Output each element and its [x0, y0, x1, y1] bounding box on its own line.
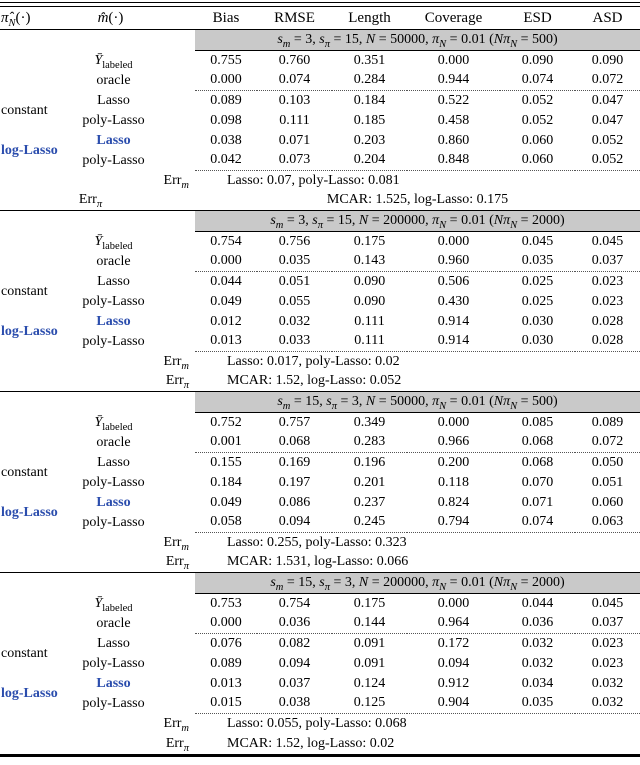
metric-value: 0.000: [210, 72, 242, 88]
metric-value: 0.025: [521, 293, 554, 309]
table-row: [0, 694, 640, 714]
table-row: [0, 594, 640, 614]
row-label: $Ȳ_{labeled}$: [94, 414, 133, 433]
metric-value: 0.028: [591, 333, 624, 349]
spacer-cell: [0, 51, 62, 71]
row-label: Lasso: [96, 313, 131, 329]
group-label: log-Lasso: [1, 323, 58, 339]
table-row: [0, 674, 640, 694]
spacer-cell: [0, 433, 62, 453]
results-table: [0, 7, 640, 754]
metric-value: 0.012: [210, 313, 242, 329]
group-label: log-Lasso: [1, 685, 58, 701]
metric-value: 0.051: [257, 272, 332, 292]
table-row: [0, 272, 640, 292]
section-band-row: [0, 211, 640, 232]
metric-value: 0.000: [437, 414, 470, 430]
metric-value: 0.237: [353, 494, 386, 510]
table-row: [0, 91, 640, 111]
row-label: oracle: [96, 615, 131, 631]
metric-value: 0.037: [591, 615, 624, 631]
metric-value: 0.430: [437, 293, 470, 309]
metric-value: 0.175: [353, 233, 386, 249]
metric-value: 0.118: [438, 474, 469, 490]
group-label: constant: [1, 283, 48, 299]
metric-value: 0.506: [407, 272, 500, 292]
metric-value: 0.094: [437, 655, 470, 671]
row-label: poly-Lasso: [82, 655, 145, 671]
table-row: [0, 131, 640, 151]
metric-value: 0.757: [278, 414, 311, 430]
band-left-spacer: [0, 392, 195, 413]
metric-value: 0.072: [591, 434, 624, 450]
section-header: $s_m = 3$, $s_\pi = 15$, N = 50000, $\pi_N = 0.01$ $(N\pi_N = 500)$: [195, 30, 640, 51]
metric-value: 0.072: [591, 72, 624, 88]
err-label: Err$_\pi$: [165, 735, 189, 754]
table-row: [0, 151, 640, 171]
err-pi-row: [0, 191, 640, 211]
table-row: [0, 252, 640, 272]
metric-value: 0.091: [353, 655, 386, 671]
row-label: Lasso: [96, 675, 131, 691]
metric-value: 0.032: [278, 313, 311, 329]
err-value: Lasso: 0.07, poly-Lasso: 0.081: [195, 171, 640, 191]
metric-value: 0.052: [591, 152, 624, 168]
results-tbody: [0, 30, 640, 754]
row-label: poly-Lasso: [82, 333, 145, 349]
metric-value: 0.052: [500, 91, 575, 111]
metric-value: 0.091: [332, 634, 407, 654]
metric-value: 0.185: [353, 112, 386, 128]
metric-value: 0.068: [500, 453, 575, 473]
metric-value: 0.089: [591, 414, 624, 430]
spacer-cell: [0, 232, 62, 252]
err-label: Err$_\pi$: [165, 373, 189, 392]
column-header-pi-hat: $\pî_N(\cdot)$: [1, 9, 31, 29]
metric-value: 0.172: [407, 634, 500, 654]
metric-value: 0.042: [210, 152, 242, 168]
metric-value: 0.015: [210, 695, 242, 711]
metric-value: 0.001: [210, 434, 242, 450]
column-header-rmse: RMSE: [274, 9, 315, 26]
err-label: Err$_m$: [163, 172, 189, 191]
group-label: log-Lasso: [1, 142, 58, 158]
metric-value: 0.023: [591, 655, 624, 671]
metric-value: 0.068: [521, 434, 554, 450]
section-header: $s_m = 15$, $s_\pi = 3$, N = 200000, $\pi_N = 0.01$ $(N\pi_N = 2000)$: [195, 573, 640, 594]
table-row: [0, 413, 640, 433]
metric-value: 0.035: [521, 695, 554, 711]
metric-value: 0.752: [210, 414, 242, 430]
err-label: Err$_\pi$: [78, 192, 103, 211]
metric-value: 0.111: [279, 112, 310, 128]
table-row: [0, 111, 640, 131]
metric-value: 0.030: [521, 333, 554, 349]
table-row: [0, 232, 640, 252]
metric-value: 0.824: [437, 494, 470, 510]
metric-value: 0.522: [407, 91, 500, 111]
err-value: MCAR: 1.52, log-Lasso: 0.052: [227, 373, 402, 389]
metric-value: 0.000: [437, 595, 470, 611]
metric-value: 0.082: [257, 634, 332, 654]
row-label: Lasso: [97, 635, 130, 651]
row-label: poly-Lasso: [82, 514, 145, 530]
table-row: [0, 473, 640, 493]
metric-value: 0.090: [353, 293, 386, 309]
metric-value: 0.049: [210, 293, 242, 309]
metric-value: 0.349: [353, 414, 386, 430]
metric-value: 0.125: [353, 695, 386, 711]
err-value: MCAR: 1.525, log-Lasso: 0.175: [326, 192, 509, 208]
metric-value: 0.966: [437, 434, 470, 450]
metric-value: 0.034: [521, 675, 554, 691]
metric-value: 0.073: [278, 152, 311, 168]
err-value: Lasso: 0.055, poly-Lasso: 0.068: [195, 714, 640, 734]
metric-value: 0.023: [575, 634, 640, 654]
metric-value: 0.074: [521, 72, 554, 88]
metric-value: 0.023: [591, 293, 624, 309]
table-row: [0, 51, 640, 71]
metric-value: 0.036: [521, 615, 554, 631]
band-left-spacer: [0, 30, 195, 51]
metric-value: 0.074: [521, 514, 554, 530]
err-value: Lasso: 0.255, poly-Lasso: 0.323: [195, 533, 640, 553]
metric-value: 0.037: [591, 253, 624, 269]
metric-value: 0.044: [521, 595, 554, 611]
row-label: poly-Lasso: [82, 474, 145, 490]
metric-value: 0.032: [591, 695, 624, 711]
metric-value: 0.068: [278, 434, 311, 450]
metric-value: 0.032: [521, 655, 554, 671]
group-label: log-Lasso: [1, 504, 58, 520]
metric-value: 0.756: [278, 233, 311, 249]
metric-value: 0.049: [210, 494, 242, 510]
metric-value: 0.184: [332, 91, 407, 111]
metric-value: 0.071: [521, 494, 554, 510]
metric-value: 0.914: [437, 333, 470, 349]
metric-value: 0.045: [521, 233, 554, 249]
metric-value: 0.103: [257, 91, 332, 111]
metric-value: 0.000: [210, 615, 242, 631]
section-header: $s_m = 3$, $s_\pi = 15$, N = 200000, $\pi_N = 0.01$ $(N\pi_N = 2000)$: [195, 211, 640, 232]
table-bottom-rule: [0, 754, 640, 757]
metric-value: 0.245: [353, 514, 386, 530]
metric-value: 0.124: [353, 675, 386, 691]
metric-value: 0.060: [521, 132, 554, 148]
section-header: $s_m = 15$, $s_\pi = 3$, N = 50000, $\pi_N = 0.01$ $(N\pi_N = 500)$: [195, 392, 640, 413]
metric-value: 0.070: [521, 474, 554, 490]
table-row: [0, 513, 640, 533]
row-label: Lasso: [97, 273, 130, 289]
metric-value: 0.196: [332, 453, 407, 473]
err-label: Err$_\pi$: [165, 554, 189, 573]
metric-value: 0.184: [210, 474, 242, 490]
group-label: constant: [1, 102, 48, 118]
column-header-length: Length: [348, 9, 391, 26]
metric-value: 0.035: [278, 253, 311, 269]
err-value: Lasso: 0.017, poly-Lasso: 0.02: [195, 352, 640, 372]
metric-value: 0.111: [354, 333, 385, 349]
metric-value: 0.144: [353, 615, 386, 631]
metric-value: 0.175: [353, 595, 386, 611]
metric-value: 0.000: [437, 52, 470, 68]
band-left-spacer: [0, 211, 195, 232]
metric-value: 0.045: [591, 233, 624, 249]
metric-value: 0.094: [278, 655, 311, 671]
metric-value: 0.047: [575, 91, 640, 111]
metric-value: 0.944: [437, 72, 470, 88]
metric-value: 0.063: [591, 514, 624, 530]
metric-value: 0.204: [353, 152, 386, 168]
metric-value: 0.000: [210, 253, 242, 269]
table-row: [0, 433, 640, 453]
metric-value: 0.058: [210, 514, 242, 530]
metric-value: 0.111: [354, 313, 385, 329]
metric-value: 0.794: [437, 514, 470, 530]
row-label: Lasso: [97, 454, 130, 470]
row-label: poly-Lasso: [82, 293, 145, 309]
spacer-cell: [0, 252, 62, 272]
err-label: Err$_m$: [163, 715, 189, 734]
spacer-cell: [0, 594, 62, 614]
metric-value: 0.033: [278, 333, 311, 349]
section-band-row: [0, 30, 640, 51]
metric-value: 0.035: [521, 253, 554, 269]
err-pi-row: [0, 553, 640, 573]
row-label: $Ȳ_{labeled}$: [94, 233, 133, 252]
metric-value: 0.013: [210, 333, 242, 349]
table-row: [0, 634, 640, 654]
err-pi-row: [0, 734, 640, 754]
metric-value: 0.000: [437, 233, 470, 249]
metric-value: 0.143: [353, 253, 386, 269]
metric-value: 0.904: [437, 695, 470, 711]
metric-value: 0.060: [521, 152, 554, 168]
metric-value: 0.351: [353, 52, 386, 68]
metric-value: 0.038: [210, 132, 242, 148]
metric-value: 0.755: [210, 52, 242, 68]
column-header-asd: ASD: [592, 9, 623, 26]
metric-value: 0.089: [195, 91, 257, 111]
metric-value: 0.201: [353, 474, 386, 490]
metric-value: 0.960: [437, 253, 470, 269]
metric-value: 0.098: [210, 112, 242, 128]
table-row: [0, 493, 640, 513]
table-row: [0, 614, 640, 634]
row-label: oracle: [96, 72, 131, 88]
row-label: Lasso: [96, 494, 131, 510]
metric-value: 0.025: [500, 272, 575, 292]
metric-value: 0.753: [210, 595, 242, 611]
metric-value: 0.754: [278, 595, 311, 611]
metric-value: 0.964: [437, 615, 470, 631]
table-row: [0, 71, 640, 91]
err-m-row: [0, 533, 640, 553]
metric-value: 0.860: [437, 132, 470, 148]
metric-value: 0.203: [353, 132, 386, 148]
metric-value: 0.055: [278, 293, 311, 309]
row-label: Lasso: [96, 132, 131, 148]
metric-value: 0.071: [278, 132, 311, 148]
metric-value: 0.074: [278, 72, 311, 88]
metric-value: 0.914: [437, 313, 470, 329]
err-m-row: [0, 714, 640, 734]
metric-value: 0.038: [278, 695, 311, 711]
metric-value: 0.094: [278, 514, 311, 530]
column-header-row: [0, 7, 640, 30]
metric-value: 0.200: [407, 453, 500, 473]
err-value: MCAR: 1.531, log-Lasso: 0.066: [227, 554, 409, 570]
metric-value: 0.037: [278, 675, 311, 691]
metric-value: 0.848: [437, 152, 470, 168]
row-label: poly-Lasso: [82, 112, 145, 128]
column-header-coverage: Coverage: [424, 9, 483, 26]
column-header-esd: ESD: [523, 9, 552, 26]
spacer-cell: [0, 413, 62, 433]
metric-value: 0.036: [278, 615, 311, 631]
metric-value: 0.912: [437, 675, 470, 691]
err-label: Err$_m$: [163, 353, 189, 372]
spacer-cell: [0, 71, 62, 91]
column-header-m-hat: m̂(·): [97, 9, 124, 26]
err-label: Err$_m$: [163, 534, 189, 553]
metric-value: 0.458: [437, 112, 470, 128]
metric-value: 0.050: [575, 453, 640, 473]
row-label: poly-Lasso: [82, 695, 145, 711]
metric-value: 0.032: [591, 675, 624, 691]
metric-value: 0.090: [521, 52, 554, 68]
err-pi-row: [0, 372, 640, 392]
metric-value: 0.030: [521, 313, 554, 329]
row-label: $Ȳ_{labeled}$: [94, 595, 133, 614]
metric-value: 0.028: [591, 313, 624, 329]
table-row: [0, 654, 640, 674]
metric-value: 0.760: [278, 52, 311, 68]
row-label: oracle: [96, 434, 131, 450]
section-band-row: [0, 573, 640, 594]
band-left-spacer: [0, 573, 195, 594]
metric-value: 0.052: [521, 112, 554, 128]
err-m-row: [0, 352, 640, 372]
metric-value: 0.169: [257, 453, 332, 473]
metric-value: 0.086: [278, 494, 311, 510]
metric-value: 0.284: [353, 72, 386, 88]
metric-value: 0.155: [195, 453, 257, 473]
row-label: oracle: [96, 253, 131, 269]
metric-value: 0.085: [521, 414, 554, 430]
metric-value: 0.023: [575, 272, 640, 292]
metric-value: 0.090: [332, 272, 407, 292]
group-label: constant: [1, 645, 48, 661]
metric-value: 0.076: [195, 634, 257, 654]
metric-value: 0.051: [591, 474, 624, 490]
spacer-cell: [0, 614, 62, 634]
metric-value: 0.032: [500, 634, 575, 654]
metric-value: 0.052: [591, 132, 624, 148]
metric-value: 0.045: [591, 595, 624, 611]
metric-value: 0.047: [591, 112, 624, 128]
table-row: [0, 312, 640, 332]
table-row: [0, 332, 640, 352]
row-label: Lasso: [97, 92, 130, 108]
metric-value: 0.754: [210, 233, 242, 249]
group-label: constant: [1, 464, 48, 480]
section-band-row: [0, 392, 640, 413]
table-row: [0, 292, 640, 312]
row-label: poly-Lasso: [82, 152, 145, 168]
metric-value: 0.283: [353, 434, 386, 450]
metric-value: 0.197: [278, 474, 311, 490]
metric-value: 0.090: [591, 52, 624, 68]
table-row: [0, 453, 640, 473]
metric-value: 0.013: [210, 675, 242, 691]
err-value: MCAR: 1.52, log-Lasso: 0.02: [227, 735, 395, 751]
metric-value: 0.060: [591, 494, 624, 510]
err-m-row: [0, 171, 640, 191]
metric-value: 0.089: [210, 655, 242, 671]
row-label: $Ȳ_{labeled}$: [94, 52, 133, 71]
column-header-bias: Bias: [212, 9, 240, 26]
metric-value: 0.044: [195, 272, 257, 292]
